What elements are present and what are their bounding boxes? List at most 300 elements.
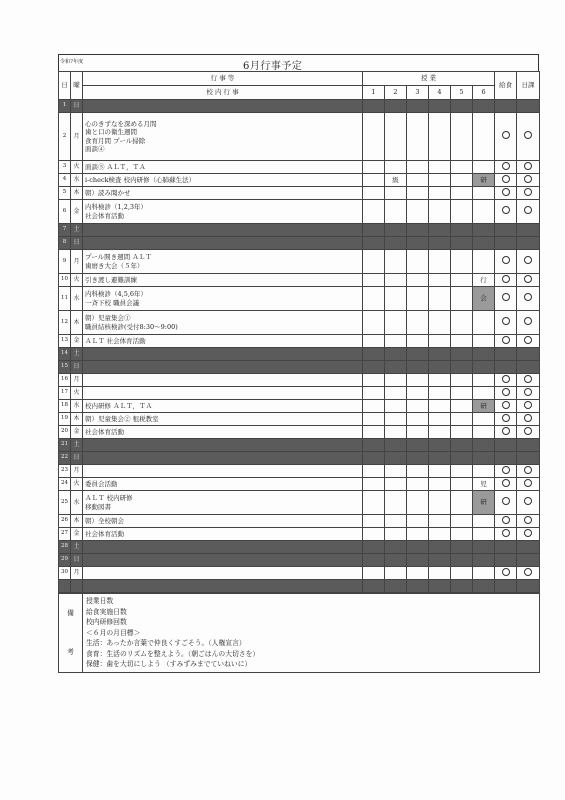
circle-mark-icon (524, 336, 532, 344)
grade-1-cell (363, 413, 385, 426)
grade-2-cell (385, 161, 407, 174)
grade-4-cell (429, 237, 451, 250)
event-line: 歯磨き大会（５年） (85, 261, 144, 270)
grade-4-cell (429, 387, 451, 400)
grade-4-cell (429, 224, 451, 237)
duty-cell (517, 187, 540, 200)
grade-2-cell (385, 335, 407, 348)
lunch-cell (495, 515, 517, 528)
grade-3-cell (407, 335, 429, 348)
day-row (59, 237, 540, 250)
event-cell (83, 528, 363, 541)
circle-mark-icon (524, 516, 532, 524)
lunch-cell (495, 491, 517, 515)
day-number: 19 (59, 413, 71, 426)
day-of-week: 木 (71, 187, 83, 200)
duty-cell (517, 515, 540, 528)
duty-cell (517, 274, 540, 287)
notes-label-bottom: 考 (67, 647, 74, 656)
grade-4-cell (429, 335, 451, 348)
circle-mark-icon (502, 516, 510, 524)
event-line: 校内研修 ＡＬＴ，ＴＡ (85, 401, 153, 410)
grade-3-cell (407, 361, 429, 374)
duty-cell (517, 452, 540, 465)
grade-5-cell (451, 250, 473, 274)
event-cell (83, 554, 363, 567)
grade-2-cell (385, 113, 407, 161)
grade-2-cell (385, 187, 407, 200)
grade-header: 3 (407, 86, 429, 100)
event-line: 朝）読み聞かせ (85, 188, 131, 197)
day-row (59, 361, 540, 374)
event-line: 朝）児童集会① (85, 314, 131, 323)
grade-3-cell (407, 567, 429, 580)
day-of-week: 日 (71, 237, 83, 250)
duty-cell (517, 439, 540, 452)
grade-4-cell (429, 580, 451, 593)
circle-mark-icon (524, 414, 532, 422)
lunch-cell (495, 174, 517, 187)
day-number: 30 (59, 567, 71, 580)
grade-1-cell (363, 224, 385, 237)
grade-6-cell (473, 100, 495, 113)
grade-3-cell (407, 100, 429, 113)
grade-2-cell (385, 515, 407, 528)
note-line: 生活：あったか言葉で仲良くすごそう。（人権宣言） (86, 639, 246, 648)
circle-mark-icon (502, 497, 510, 505)
grade-4-cell (429, 465, 451, 478)
event-cell (83, 287, 363, 311)
grade-5-cell (451, 161, 473, 174)
grade-6-cell (473, 250, 495, 274)
lunch-cell (495, 374, 517, 387)
grade-4-cell (429, 348, 451, 361)
grade-1-cell (363, 426, 385, 439)
day-of-week: 水 (71, 491, 83, 515)
grade-5-cell (451, 174, 473, 187)
grade-4-cell (429, 200, 451, 224)
circle-mark-icon (502, 375, 510, 383)
grade-6-cell (473, 465, 495, 478)
circle-mark-icon (524, 568, 532, 576)
day-number: 15 (59, 361, 71, 374)
grade-6-cell: 研 (473, 400, 495, 413)
day-of-week: 土 (71, 439, 83, 452)
day-of-week: 月 (71, 465, 83, 478)
event-line: 面談⑤ ＡＬＴ，ＴＡ (85, 162, 146, 171)
day-number: 1 (59, 100, 71, 113)
grade-2-cell (385, 452, 407, 465)
grade-4-cell (429, 187, 451, 200)
grade-1-cell (363, 541, 385, 554)
grade-4-cell (429, 478, 451, 491)
event-cell (83, 224, 363, 237)
grade-3-cell (407, 554, 429, 567)
duty-cell (517, 387, 540, 400)
circle-mark-icon (502, 131, 510, 139)
grade-2-cell (385, 100, 407, 113)
grade-3-cell (407, 515, 429, 528)
day-of-week: 水 (71, 400, 83, 413)
day-of-week: 水 (71, 174, 83, 187)
day-row (59, 478, 540, 491)
grade-1-cell (363, 274, 385, 287)
day-row (59, 174, 540, 187)
grade-6-cell (473, 387, 495, 400)
day-of-week: 木 (71, 413, 83, 426)
event-cell (83, 161, 363, 174)
day-number: 17 (59, 387, 71, 400)
grade-3-cell (407, 174, 429, 187)
grade-2-cell (385, 224, 407, 237)
grade-6-cell (473, 335, 495, 348)
day-number: 23 (59, 465, 71, 478)
day-of-week: 日 (71, 452, 83, 465)
day-number: 26 (59, 515, 71, 528)
grade-1-cell (363, 515, 385, 528)
grade-1-cell (363, 580, 385, 593)
duty-cell (517, 348, 540, 361)
grade-6-cell (473, 374, 495, 387)
circle-mark-icon (502, 188, 510, 196)
lunch-cell (495, 287, 517, 311)
grade-3-cell (407, 400, 429, 413)
grade-1-cell (363, 174, 385, 187)
grade-5-cell (451, 400, 473, 413)
circle-mark-icon (502, 256, 510, 264)
lunch-cell (495, 580, 517, 593)
grade-5-cell (451, 452, 473, 465)
grade-header: 1 (363, 86, 385, 100)
circle-mark-icon (524, 317, 532, 325)
event-cell (83, 113, 363, 161)
event-cell (83, 452, 363, 465)
lunch-cell (495, 200, 517, 224)
grade-6-cell (473, 452, 495, 465)
classes-header: 授 業 (363, 72, 495, 86)
grade-4-cell (429, 174, 451, 187)
duty-cell (517, 200, 540, 224)
circle-mark-icon (524, 388, 532, 396)
event-cell (83, 274, 363, 287)
day-of-week: 木 (71, 311, 83, 335)
day-of-week: 火 (71, 387, 83, 400)
grade-2-cell (385, 374, 407, 387)
grade-1-cell (363, 187, 385, 200)
grade-3-cell (407, 237, 429, 250)
event-cell (83, 413, 363, 426)
grade-3-cell (407, 413, 429, 426)
duty-cell (517, 237, 540, 250)
header-row-bottom (59, 86, 540, 100)
grade-4-cell (429, 161, 451, 174)
grade-2-cell (385, 387, 407, 400)
grade-2-cell (385, 580, 407, 593)
grade-1-cell (363, 161, 385, 174)
duty-cell (517, 413, 540, 426)
lunch-cell (495, 452, 517, 465)
day-row (59, 541, 540, 554)
grade-4-cell (429, 528, 451, 541)
grade-3-cell (407, 311, 429, 335)
circle-mark-icon (502, 568, 510, 576)
circle-mark-icon (524, 427, 532, 435)
event-cell (83, 465, 363, 478)
circle-mark-icon (502, 162, 510, 170)
grade-1-cell (363, 554, 385, 567)
grade-2-cell (385, 237, 407, 250)
notes-cell (83, 594, 540, 673)
day-row (59, 426, 540, 439)
lunch-cell (495, 237, 517, 250)
grade-2-cell (385, 400, 407, 413)
grade-1-cell (363, 478, 385, 491)
grade-4-cell (429, 400, 451, 413)
circle-mark-icon (524, 131, 532, 139)
grade-3-cell (407, 541, 429, 554)
lunch-cell (495, 465, 517, 478)
duty-cell (517, 174, 540, 187)
note-line: 授業日数 (86, 597, 114, 605)
note-line: 保健：歯を大切にしよう （すみずみまでていねいに） (86, 660, 252, 669)
circle-mark-icon (524, 375, 532, 383)
event-line: 内科検診（1,2,3年） (85, 203, 148, 212)
lunch-cell (495, 161, 517, 174)
day-number: 25 (59, 491, 71, 515)
day-of-week: 金 (71, 335, 83, 348)
event-cell (83, 200, 363, 224)
grade-4-cell (429, 541, 451, 554)
grade-6-cell (473, 426, 495, 439)
grade-1-cell (363, 200, 385, 224)
grade-5-cell (451, 528, 473, 541)
grade-1-cell (363, 250, 385, 274)
day-of-week: 土 (71, 541, 83, 554)
day-of-week: 火 (71, 274, 83, 287)
duty-cell (517, 580, 540, 593)
grade-3-cell (407, 113, 429, 161)
grade-5-cell (451, 413, 473, 426)
day-row (59, 224, 540, 237)
duty-cell (517, 161, 540, 174)
grade-4-cell (429, 250, 451, 274)
grade-header: 6 (473, 86, 495, 100)
day-number: 9 (59, 250, 71, 274)
event-cell (83, 580, 363, 593)
day-row (59, 274, 540, 287)
grade-5-cell (451, 113, 473, 161)
event-cell (83, 439, 363, 452)
lunch-cell (495, 250, 517, 274)
grade-1-cell (363, 567, 385, 580)
notes-label (59, 594, 83, 673)
day-number: 10 (59, 274, 71, 287)
day-row (59, 100, 540, 113)
lunch-cell (495, 478, 517, 491)
grade-3-cell (407, 387, 429, 400)
day-number: 7 (59, 224, 71, 237)
grade-6-cell (473, 311, 495, 335)
grade-6-cell (473, 567, 495, 580)
day-row (59, 439, 540, 452)
event-line: 食育月間 プール掃除 (85, 136, 146, 145)
grade-5-cell (451, 580, 473, 593)
notes-table (58, 593, 540, 673)
duty-cell (517, 400, 540, 413)
grade-6-cell (473, 187, 495, 200)
event-line: 移動図書 (85, 502, 111, 511)
grade-3-cell (407, 478, 429, 491)
day-row (59, 413, 540, 426)
event-line: 一斉下校 職員会議 (85, 298, 140, 307)
grade-5-cell (451, 439, 473, 452)
grade-5-cell (451, 554, 473, 567)
grade-1-cell (363, 491, 385, 515)
day-of-week (71, 580, 83, 593)
grade-5-cell (451, 515, 473, 528)
day-number: 16 (59, 374, 71, 387)
grade-2-cell (385, 287, 407, 311)
duty-cell (517, 335, 540, 348)
grade-3-cell (407, 187, 429, 200)
day-number (59, 580, 71, 593)
dow-header: 曜 (71, 72, 83, 100)
grade-2-cell: 級 (385, 174, 407, 187)
event-cell (83, 374, 363, 387)
grade-4-cell (429, 554, 451, 567)
day-row (59, 287, 540, 311)
day-of-week: 金 (71, 528, 83, 541)
circle-mark-icon (502, 206, 510, 214)
lunch-cell (495, 528, 517, 541)
day-row (59, 580, 540, 593)
grade-4-cell (429, 491, 451, 515)
circle-mark-icon (502, 388, 510, 396)
grade-6-cell: 研 (473, 491, 495, 515)
duty-cell (517, 361, 540, 374)
grade-3-cell (407, 465, 429, 478)
event-cell (83, 478, 363, 491)
event-cell (83, 100, 363, 113)
schedule-sheet (58, 54, 539, 673)
grade-5-cell (451, 426, 473, 439)
duty-cell (517, 113, 540, 161)
circle-mark-icon (502, 427, 510, 435)
schedule-table (58, 71, 540, 593)
note-line: 校内研修回数 (86, 618, 127, 627)
grade-5-cell (451, 187, 473, 200)
event-cell (83, 348, 363, 361)
day-number: 11 (59, 287, 71, 311)
grade-1-cell (363, 400, 385, 413)
event-cell (83, 361, 363, 374)
event-line: 委員会活動 (85, 479, 118, 488)
day-of-week: 日 (71, 554, 83, 567)
lunch-cell (495, 541, 517, 554)
grade-3-cell (407, 200, 429, 224)
grade-2-cell (385, 567, 407, 580)
lunch-cell (495, 554, 517, 567)
circle-mark-icon (524, 529, 532, 537)
event-cell (83, 311, 363, 335)
circle-mark-icon (524, 175, 532, 183)
grade-2-cell (385, 361, 407, 374)
event-cell (83, 400, 363, 413)
circle-mark-icon (524, 162, 532, 170)
grade-6-cell: 会 (473, 287, 495, 311)
duty-header: 日課 (517, 72, 540, 100)
event-line: 内科検診（4,5,6年） (85, 290, 148, 299)
grade-3-cell (407, 528, 429, 541)
grade-6-cell (473, 554, 495, 567)
grade-3-cell (407, 348, 429, 361)
note-line: ＜６月の月目標＞ (86, 628, 141, 637)
page-title: 6月行事予定 (243, 61, 303, 72)
grade-4-cell (429, 100, 451, 113)
grade-2-cell (385, 528, 407, 541)
grade-5-cell (451, 287, 473, 311)
grade-6-cell: 児 (473, 478, 495, 491)
grade-3-cell (407, 439, 429, 452)
grade-4-cell (429, 452, 451, 465)
grade-1-cell (363, 237, 385, 250)
event-line: 社会体育活動 (85, 211, 124, 220)
day-of-week: 日 (71, 361, 83, 374)
day-number: 6 (59, 200, 71, 224)
grade-3-cell (407, 452, 429, 465)
grade-3-cell (407, 426, 429, 439)
duty-cell (517, 567, 540, 580)
circle-mark-icon (524, 206, 532, 214)
grade-6-cell (473, 113, 495, 161)
day-of-week: 月 (71, 567, 83, 580)
grade-3-cell (407, 250, 429, 274)
grade-5-cell (451, 348, 473, 361)
grade-6-cell (473, 161, 495, 174)
grade-header: 4 (429, 86, 451, 100)
day-of-week: 土 (71, 224, 83, 237)
fiscal-year-label: 令和7年度 (60, 59, 84, 65)
day-row (59, 161, 540, 174)
duty-cell (517, 374, 540, 387)
grade-5-cell (451, 224, 473, 237)
grade-5-cell (451, 274, 473, 287)
grade-2-cell (385, 541, 407, 554)
grade-2-cell (385, 439, 407, 452)
duty-cell (517, 554, 540, 567)
grade-6-cell (473, 361, 495, 374)
event-cell (83, 567, 363, 580)
duty-cell (517, 465, 540, 478)
circle-mark-icon (502, 175, 510, 183)
circle-mark-icon (502, 466, 510, 474)
lunch-cell (495, 100, 517, 113)
event-cell (83, 237, 363, 250)
event-cell (83, 250, 363, 274)
grade-5-cell (451, 491, 473, 515)
grade-2-cell (385, 250, 407, 274)
grade-3-cell (407, 287, 429, 311)
duty-cell (517, 250, 540, 274)
grade-6-cell: 研 (473, 174, 495, 187)
grade-5-cell (451, 335, 473, 348)
grade-1-cell (363, 387, 385, 400)
day-row (59, 491, 540, 515)
duty-cell (517, 491, 540, 515)
day-of-week: 土 (71, 348, 83, 361)
grade-5-cell (451, 311, 473, 335)
grade-2-cell (385, 491, 407, 515)
